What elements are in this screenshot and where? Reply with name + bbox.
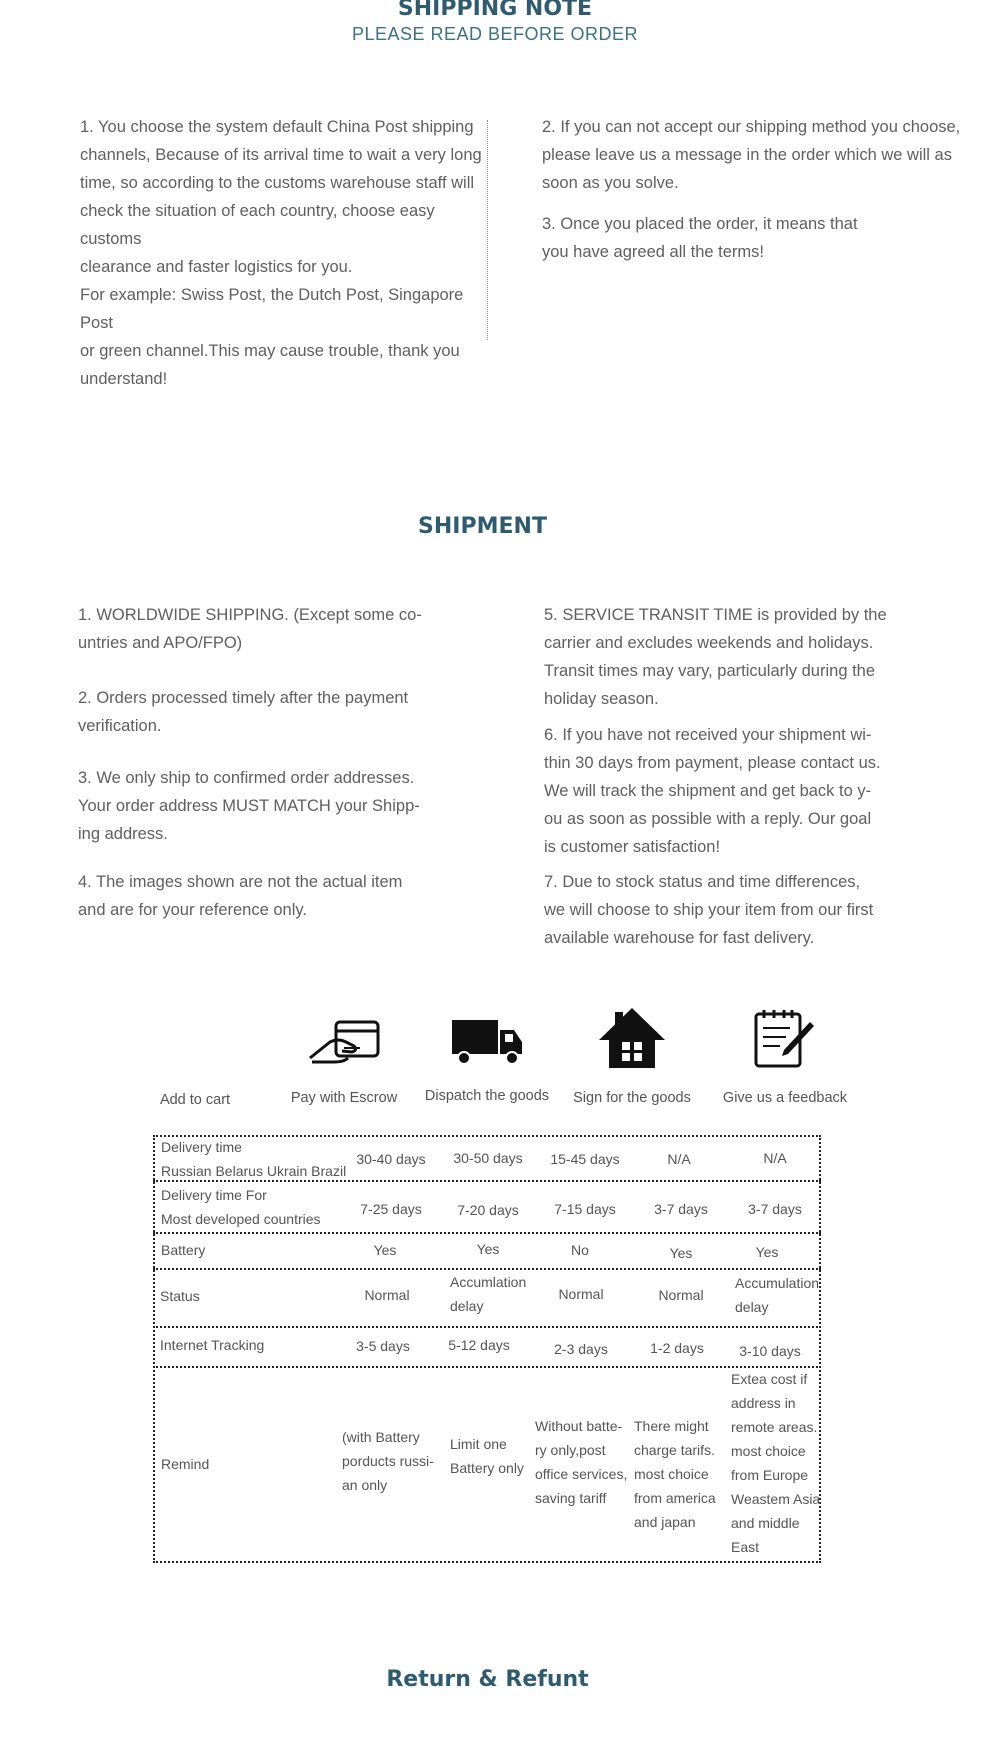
table-row-label: Internet Tracking: [160, 1337, 265, 1353]
table-cell: 3-7 days: [748, 1201, 802, 1217]
table-cell: (with Battery porducts russi- an only: [342, 1429, 434, 1493]
step-pay-with-escrow: Pay with Escrow: [290, 1090, 398, 1106]
shipping-note-left-text: 1. You choose the system default China Post shipping channels, Because of its arrival time to wait a very long time, so according to the customs warehouse staff will check the situation of each country, choose easy customs clearance and faster logistics for you. For example: Swiss Post, the Dutch Post, Singapore Post or green channel.This may cause trouble, thank you understand!: [80, 118, 482, 388]
table-row-label: Battery: [161, 1242, 206, 1258]
table-cell: N/A: [763, 1150, 787, 1166]
shipment-title: SHIPMENT: [418, 514, 547, 539]
truck-icon: [450, 1016, 526, 1068]
shipment-item-6: 6. If you have not received your shipment wi- thin 30 days from payment, please contact us. We will track the shipment and get back to y- ou as soon as possible with a reply. Our goal is customer satisfaction!: [544, 726, 881, 856]
shipping-note-title: SHIPPING NOTE: [397, 0, 593, 21]
table-cell: 30-50 days: [453, 1150, 523, 1166]
table-cell: 3-7 days: [654, 1201, 708, 1217]
table-cell: Yes: [476, 1241, 500, 1257]
table-cell: Limit one Battery only: [450, 1436, 524, 1476]
table-cell: 1-2 days: [650, 1340, 704, 1356]
table-cell: Without batte- ry only,post office services, saving tariff: [535, 1418, 628, 1506]
table-cell: 30-40 days: [356, 1151, 426, 1167]
table-row-label: Status: [160, 1288, 200, 1304]
table-cell: 2-3 days: [554, 1341, 608, 1357]
table-cell: Normal: [558, 1286, 604, 1302]
shipment-item-2: 2. Orders processed timely after the payment verification.: [78, 689, 409, 735]
table-row-label: Remind: [161, 1456, 210, 1472]
table-row-label: Delivery time For Most developed countries: [161, 1187, 321, 1227]
table-row-divider: [153, 1326, 821, 1328]
table-row-label: Delivery time Russian Belarus Ukrain Brazil: [161, 1139, 347, 1179]
table-cell: 7-25 days: [360, 1201, 422, 1217]
table-cell: 3-10 days: [739, 1343, 801, 1359]
shipment-item-1: 1. WORLDWIDE SHIPPING. (Except some co- untries and APO/FPO): [78, 606, 422, 652]
table-cell: Extea cost if address in remote areas. most choice from Europe Weastem Asia and middle East: [731, 1371, 821, 1555]
table-cell: Accumulation delay: [735, 1275, 820, 1315]
card-hand-icon: [308, 1018, 384, 1068]
table-row-divider: [153, 1232, 821, 1234]
shipment-item-5: 5. SERVICE TRANSIT TIME is provided by the carrier and excludes weekends and holidays. Transit times may vary, particularly during the holiday season.: [544, 606, 887, 708]
table-cell: 15-45 days: [550, 1151, 620, 1167]
shipment-item-7: 7. Due to stock status and time differences, we will choose to ship your item from our first available warehouse for fast delivery.: [544, 873, 874, 947]
table-cell: Normal: [658, 1287, 704, 1303]
notepad-pen-icon: [752, 1008, 816, 1070]
table-cell: Yes: [373, 1242, 397, 1258]
step-sign-for-goods: Sign for the goods: [573, 1090, 691, 1106]
table-cell: 7-20 days: [457, 1202, 519, 1218]
table-cell: Yes: [755, 1244, 779, 1260]
table-cell: Yes: [669, 1245, 693, 1261]
table-row-divider: [153, 1366, 821, 1368]
table-cell: Normal: [364, 1287, 410, 1303]
house-icon: [597, 1006, 667, 1070]
table-cell: N/A: [667, 1151, 691, 1167]
table-cell: 7-15 days: [554, 1201, 616, 1217]
shipment-item-3: 3. We only ship to confirmed order addresses. Your order address MUST MATCH your Shipp- ing address.: [78, 769, 420, 843]
return-refund-title: Return & Refunt: [386, 1667, 589, 1692]
table-cell: Accumlation delay: [450, 1274, 527, 1314]
shipment-item-4: 4. The images shown are not the actual item and are for your reference only.: [78, 873, 403, 919]
table-cell: No: [571, 1242, 589, 1258]
shipping-note-subtitle: PLEASE READ BEFORE ORDER: [351, 24, 639, 44]
step-dispatch-goods: Dispatch the goods: [424, 1088, 550, 1104]
shipping-note-right-text-1: 2. If you can not accept our shipping method you choose, please leave us a message in the order which we will as soon as you solve.: [542, 118, 961, 192]
table-cell: 3-5 days: [356, 1338, 410, 1354]
table-cell: There might charge tarifs. most choice from america and japan: [634, 1418, 716, 1530]
step-add-to-cart: Add to cart: [159, 1092, 231, 1108]
shipping-note-divider: [487, 120, 488, 340]
table-cell: 5-12 days: [448, 1337, 510, 1353]
shipping-note-right-text-2: 3. Once you placed the order, it means that you have agreed all the terms!: [542, 215, 858, 261]
step-give-feedback: Give us a feedback: [722, 1090, 848, 1106]
